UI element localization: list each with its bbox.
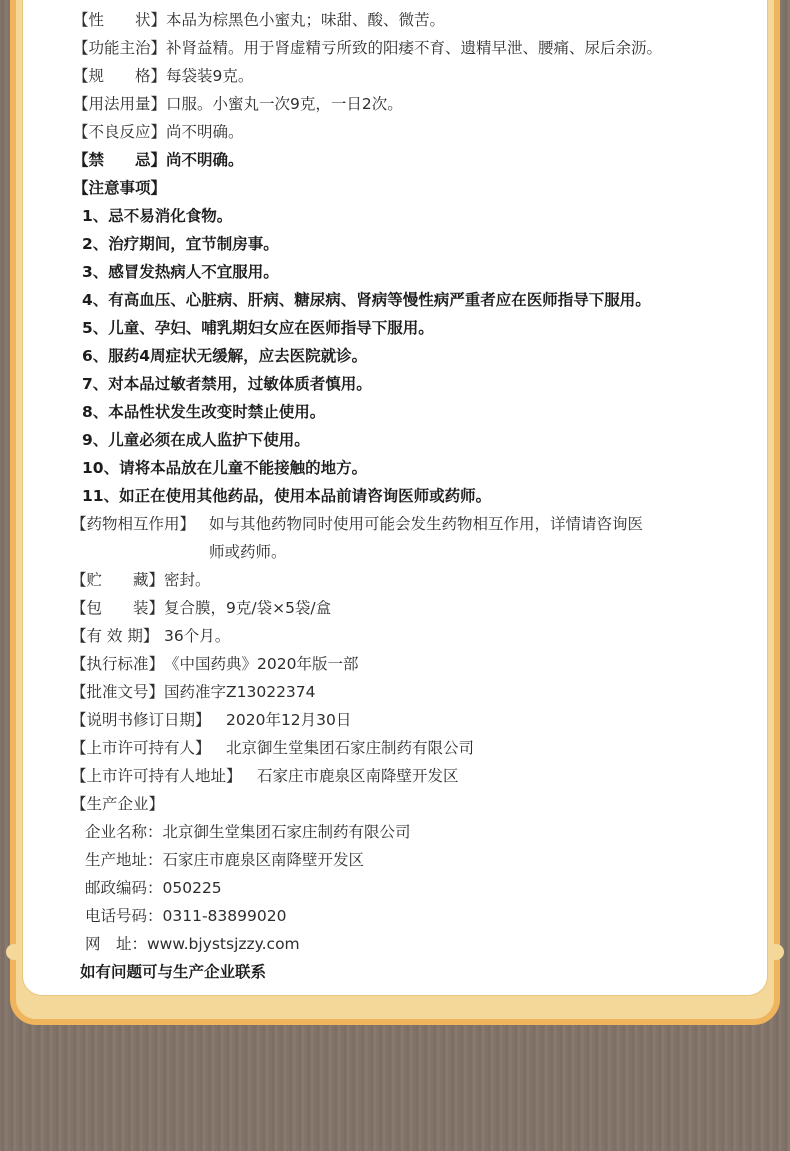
appearance-value: 本品为棕黑色小蜜丸；味甜、酸、微苦。	[166, 11, 446, 29]
manufacturer-name: 企业名称：北京御生堂集团石家庄制药有限公司	[85, 823, 411, 841]
standard-label: 【执行标准】	[71, 655, 165, 673]
ingredients-value	[166, 0, 662, 3]
storage-label: 【贮 藏】	[71, 571, 165, 589]
frame-corner-left	[6, 944, 22, 960]
appearance-label: 【性 状】	[73, 11, 167, 29]
precaution-item: 3、感冒发热病人不宜服用。	[82, 263, 279, 281]
dosage-label: 【用法用量】	[73, 95, 167, 113]
leaflet-card	[22, 0, 768, 996]
precaution-item: 10、请将本品放在儿童不能接触的地方。	[82, 459, 368, 477]
indications-label: 【功能主治】	[73, 39, 167, 57]
package-value: 复合膜，9克/袋×5袋/盒	[164, 599, 332, 617]
package-label: 【包 装】	[71, 599, 165, 617]
holder-label: 【上市许可持有人】	[71, 739, 211, 757]
interactions-value-line1: 如与其他药物同时使用可能会发生药物相互作用，详情请咨询医	[209, 515, 644, 533]
holder-value: 北京御生堂集团石家庄制药有限公司	[226, 739, 475, 757]
holder-address-label: 【上市许可持有人地址】	[71, 767, 242, 785]
precaution-item: 9、儿童必须在成人监护下使用。	[82, 431, 310, 449]
precautions-heading: 【注意事项】	[73, 179, 167, 197]
specification-label: 【规 格】	[73, 67, 167, 85]
revision-value: 2020年12月30日	[226, 711, 352, 729]
contact-note: 如有问题可与生产企业联系	[80, 963, 267, 981]
manufacturer-website: 网 址：www.bjystsjzzy.com	[85, 935, 300, 953]
adverse-value: 尚不明确。	[166, 123, 244, 141]
approval-value: 国药准字Z13022374	[164, 683, 316, 701]
manufacturer-heading: 【生产企业】	[71, 795, 165, 813]
contraindications-value: 尚不明确。	[166, 151, 244, 169]
dosage-value: 口服。小蜜丸一次9克，一日2次。	[166, 95, 403, 113]
specification-value: 每袋装9克。	[166, 67, 254, 85]
precaution-item: 4、有高血压、心脏病、肝病、糖尿病、肾病等慢性病严重者应在医师指导下服用。	[82, 291, 651, 309]
precaution-item: 11、如正在使用其他药品，使用本品前请咨询医师或药师。	[82, 487, 492, 505]
storage-value: 密封。	[164, 571, 211, 589]
contraindications-label: 【禁 忌】	[73, 151, 167, 169]
interactions-value-line2: 师或药师。	[209, 543, 287, 561]
ingredients-label	[73, 0, 166, 3]
precaution-item: 6、服药4周症状无缓解，应去医院就诊。	[82, 347, 368, 365]
adverse-label: 【不良反应】	[73, 123, 167, 141]
interactions-label: 【药物相互作用】	[71, 515, 196, 533]
validity-label: 【有 效 期】	[71, 627, 159, 645]
revision-label: 【说明书修订日期】	[71, 711, 211, 729]
manufacturer-phone: 电话号码：0311-83899020	[85, 907, 287, 925]
standard-value: 《中国药典》2020年版一部	[164, 655, 359, 673]
precaution-item: 7、对本品过敏者禁用，过敏体质者慎用。	[82, 375, 372, 393]
precaution-item: 8、本品性状发生改变时禁止使用。	[82, 403, 326, 421]
approval-label: 【批准文号】	[71, 683, 165, 701]
holder-address-value: 石家庄市鹿泉区南降壁开发区	[257, 767, 459, 785]
precaution-item: 2、治疗期间，宜节制房事。	[82, 235, 279, 253]
precaution-item: 5、儿童、孕妇、哺乳期妇女应在医师指导下服用。	[82, 319, 434, 337]
validity-value: 36个月。	[164, 627, 231, 645]
indications-value: 补肾益精。用于肾虚精亏所致的阳痿不育、遗精早泄、腰痛、尿后余沥。	[166, 39, 663, 57]
manufacturer-address: 生产地址：石家庄市鹿泉区南降壁开发区	[85, 851, 365, 869]
manufacturer-postcode: 邮政编码：050225	[85, 879, 222, 897]
frame-corner-right	[768, 944, 784, 960]
precaution-item: 1、忌不易消化食物。	[82, 207, 233, 225]
